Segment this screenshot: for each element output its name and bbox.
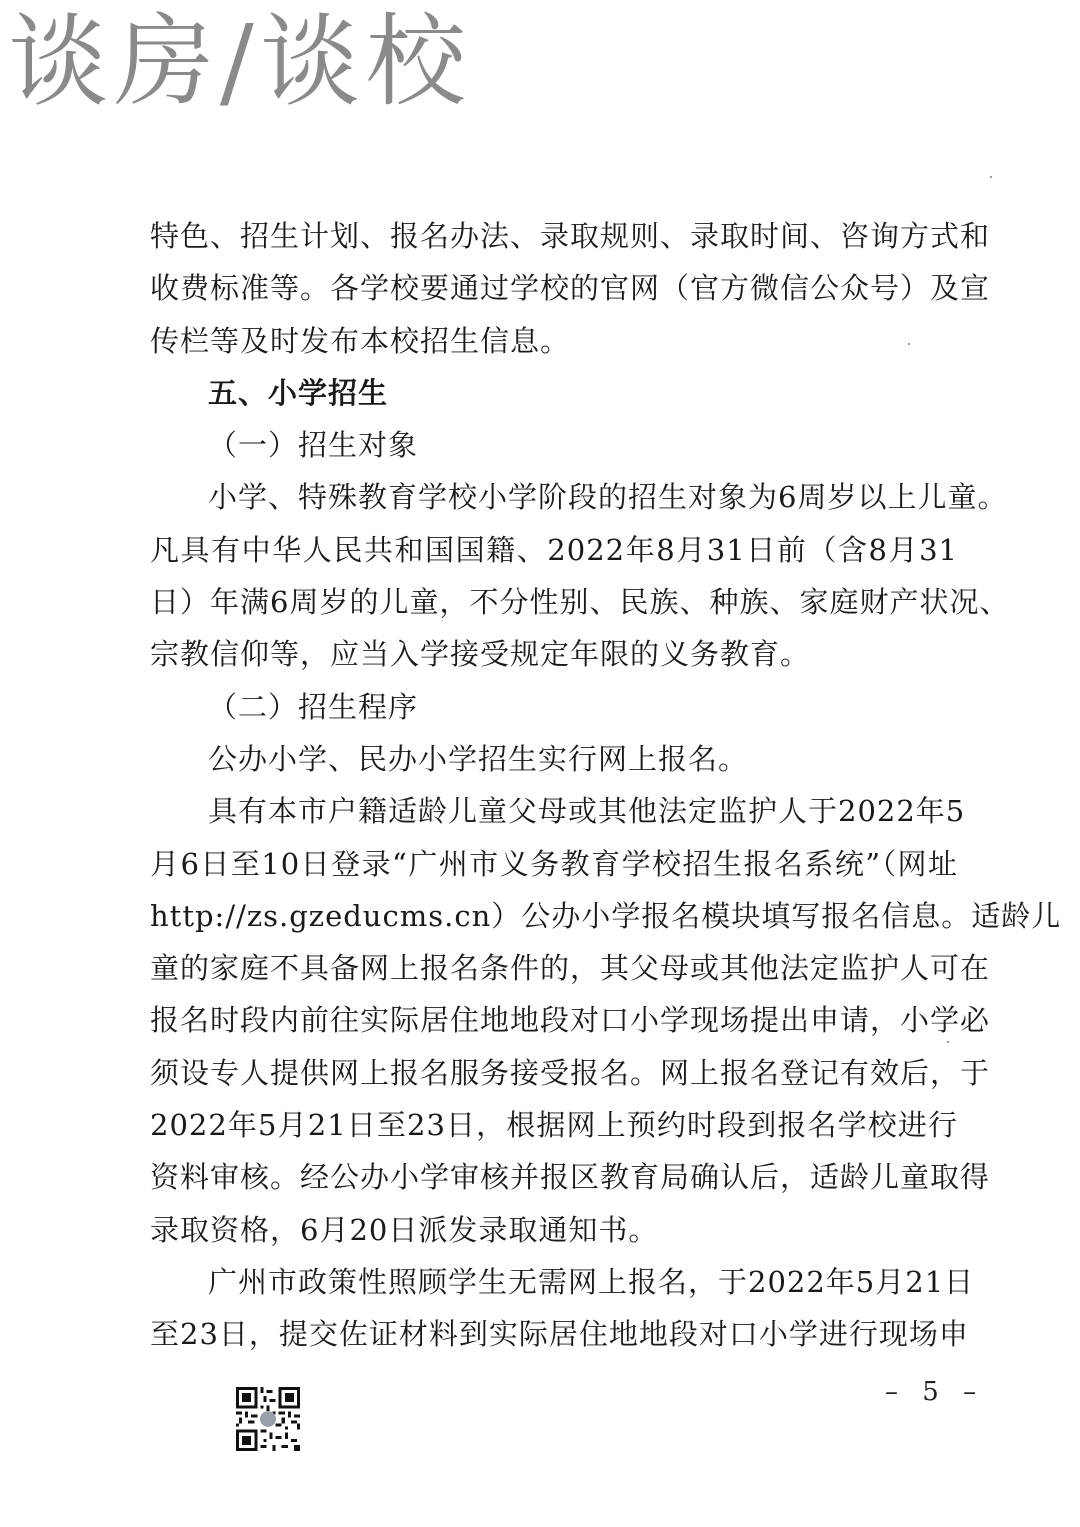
page-number: – 5 – [885,1377,985,1407]
watermark-title: 谈房/谈校 [8,3,472,120]
paragraph-line: 至23日，提交佐证材料到实际居住地地段对口小学进行现场申 [150,1317,969,1352]
paragraph-line: 凡具有中华人民共和国国籍、2022年8月31日前（含8月31 [150,532,958,567]
paragraph-line: 公办小学、民办小学招生实行网上报名。 [208,741,749,776]
paragraph-line: 须设专人提供网上报名服务接受报名。网上报名登记有效后，于 [150,1055,991,1090]
paragraph-line: 广州市政策性照顾学生无需网上报名，于2022年5月21日 [208,1264,975,1299]
scan-speck [990,176,992,178]
paragraph-line: 录取资格，6月20日派发录取通知书。 [150,1212,659,1247]
paragraph-line: 月6日至10日登录“广州市义务教育学校招生报名系统”（网址 [150,846,958,881]
paragraph-line-url: http://zs.gzeducms.cn）公办小学报名模块填写报名信息。适龄儿 [150,898,1062,933]
paragraph-line: 宗教信仰等，应当入学接受规定年限的义务教育。 [150,637,811,672]
scan-speck [908,343,910,345]
paragraph-line: 资料审核。经公办小学审核并报区教育局确认后，适龄儿童取得 [150,1160,991,1195]
section-heading: 五、小学招生 [208,375,389,410]
paragraph-line: 收费标准等。各学校要通过学校的官网（官方微信公众号）及宣 [150,271,991,306]
subsection-heading-1: （一）招生对象 [208,428,419,463]
subsection-heading-2: （二）招生程序 [208,689,419,724]
scan-speck [947,1041,949,1043]
document-page [150,210,1062,1361]
paragraph-line: 特色、招生计划、报名办法、录取规则、录取时间、咨询方式和 [150,219,991,253]
qr-code-icon[interactable] [236,1387,300,1451]
paragraph-line: 小学、特殊教育学校小学阶段的招生对象为6周岁以上儿童。 [208,480,1008,515]
paragraph-line: 日）年满6周岁的儿童，不分性别、民族、种族、家庭财产状况、 [150,585,1010,620]
paragraph-line: 童的家庭不具备网上报名条件的，其父母或其他法定监护人可在 [150,951,991,986]
paragraph-line: 传栏等及时发布本校招生信息。 [150,323,571,358]
paragraph-line: 2022年5月21日至23日，根据网上预约时段到报名学校进行 [150,1108,958,1143]
paragraph-line: 具有本市户籍适龄儿童父母或其他法定监护人于2022年5 [208,794,966,829]
paragraph-line: 报名时段内前往实际居住地地段对口小学现场提出申请，小学必 [150,1003,991,1038]
